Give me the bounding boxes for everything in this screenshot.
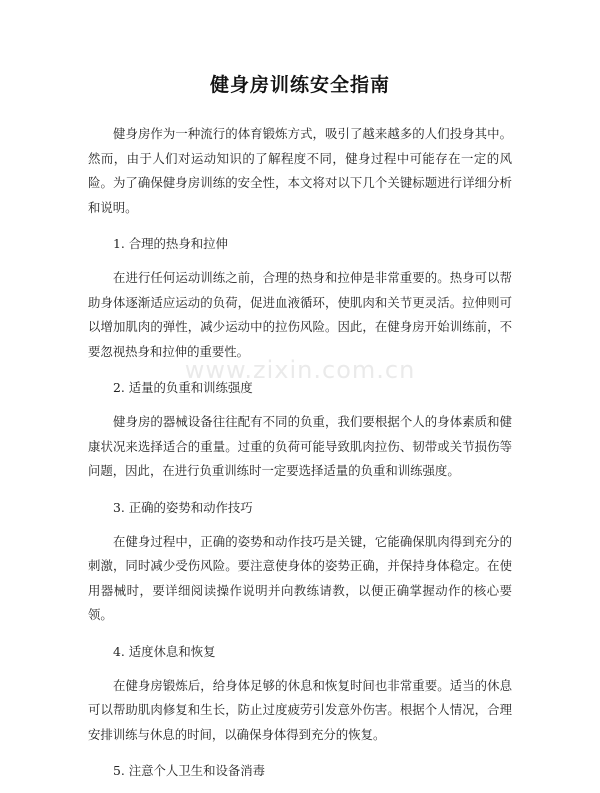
document-body bbox=[88, 122, 512, 793]
section-heading-3: 3. 正确的姿势和动作技巧 bbox=[113, 499, 253, 515]
section-body-4: 在健身房锻炼后，给身体足够的休息和恢复时间也非常重要。适当的休息可以帮助肌肉修复和生长，防止过度疲劳引发意外伤害。根据个人情况，合理安排训练与休息的时间，以确保身体得到充分的恢复。 bbox=[88, 677, 512, 742]
section-heading-2: 2. 适量的负重和训练强度 bbox=[113, 380, 253, 395]
watermark: www.zixin.com.cn bbox=[184, 356, 416, 384]
section-body-1: 在进行任何运动训练之前，合理的热身和拉伸是非常重要的。热身可以帮助身体逐渐适应运动的负荷，促进血液循环，使肌肉和关节更灵活。拉伸则可以增加肌肉的弹性，减少运动中的拉伤风险。因此，在健身房开始训练前，不要忽视热身和拉伸的重要性。 bbox=[88, 270, 512, 359]
intro-paragraph: 健身房作为一种流行的体育锻炼方式，吸引了越来越多的人们投身其中。然而，由于人们对运动知识的了解程度不同，健身过程中可能存在一定的风险。为了确保健身房训练的安全性，本文将对以下几个关键标题进行详细分析和说明。 bbox=[88, 126, 512, 215]
section-heading-5: 5. 注意个人卫生和设备消毒 bbox=[113, 763, 266, 778]
section-heading-4: 4. 适度休息和恢复 bbox=[113, 643, 216, 659]
section-body-3: 在健身过程中，正确的姿势和动作技巧是关键，它能确保肌肉得到充分的刺激，同时减少受伤风险。要注意使身体的姿势正确，并保持身体稳定。在使用器械时，要详细阅读操作说明并向教练请教，以便正确掌握动作的核心要领。 bbox=[88, 533, 512, 622]
document-title: 健身房训练安全指南 bbox=[209, 74, 390, 96]
section-body-2: 健身房的器械设备往往配有不同的负重，我们要根据个人的身体素质和健康状况来选择适合的重量。过重的负荷可能导致肌肉拉伤、韧带或关节损伤等问题，因此，在进行负重训练时一定要选择适量的负重和训练强度。 bbox=[88, 414, 512, 478]
section-heading-1: 1. 合理的热身和拉伸 bbox=[113, 236, 228, 251]
